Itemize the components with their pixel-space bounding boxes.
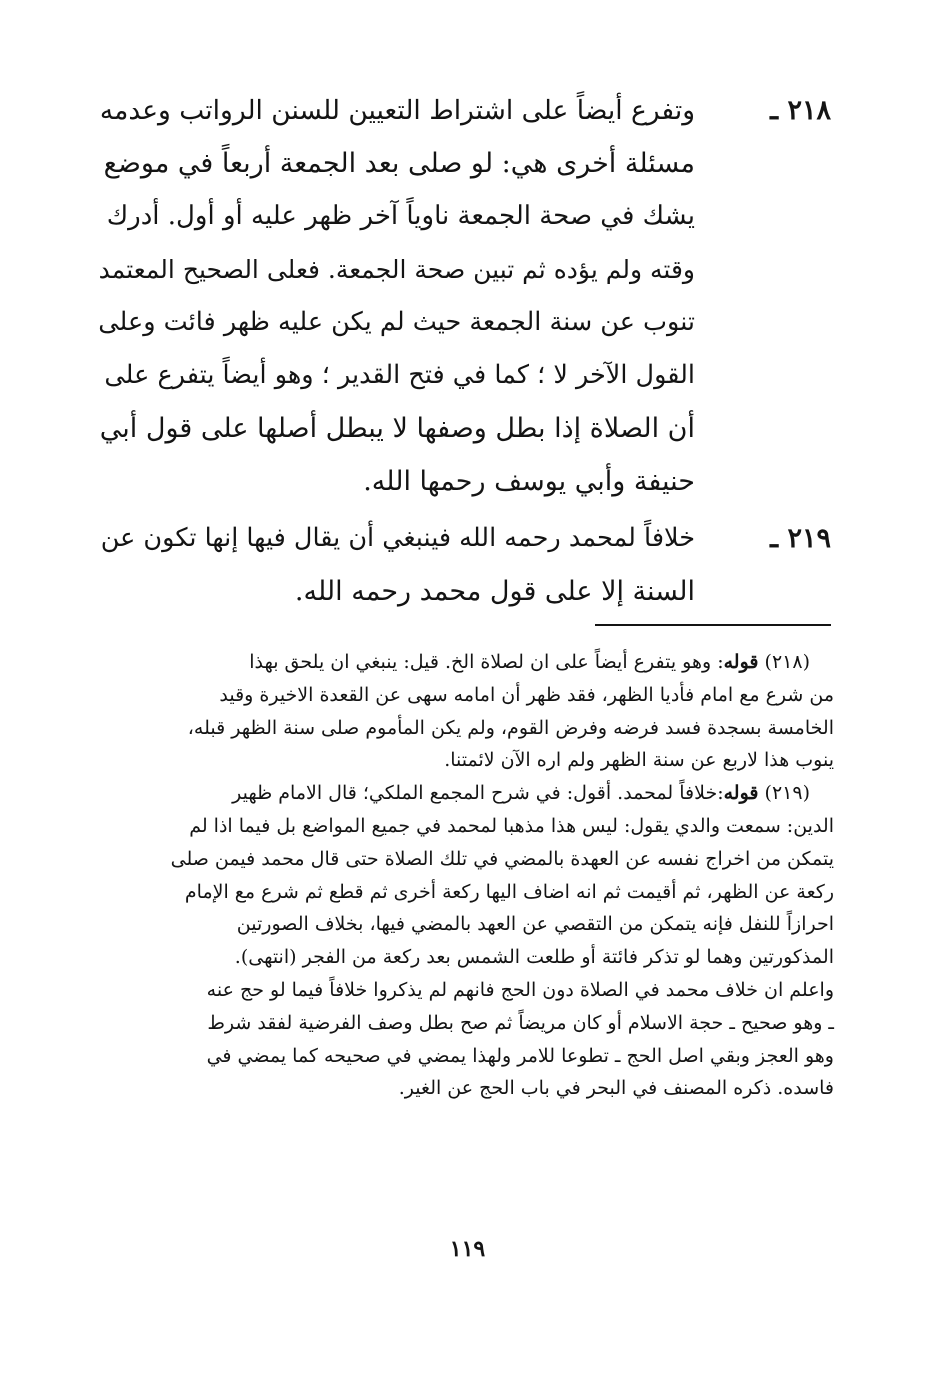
footnote-lead: قوله [723, 782, 759, 805]
entry-body [96, 512, 695, 618]
entry-218 [96, 84, 831, 508]
footnote-line: الدين: سمعت والدي يقول: ليس هذا مذهبا لمحمد في جميع المواضع بل فيما اذا لم [189, 814, 834, 837]
footnote-lead: قوله [723, 651, 759, 673]
footnote-marker: (٢١٩) [764, 782, 810, 805]
entry-body [96, 84, 695, 508]
footnote-line: يتمكن من اخراج نفسه عن العهدة بالمضي في تلك الصلاة حتى قال محمد فيمن صلى [170, 847, 834, 870]
text-line: خلافاً لمحمد رحمه الله فينبغي أن يقال فيها إنها تكون عن [100, 523, 695, 553]
footnote-line: واعلم ان خلاف محمد في الصلاة دون الحج فانهم لم يذكروا خلافاً فيما لو حج عنه [206, 978, 834, 1001]
footnote-separator [595, 624, 831, 626]
footnote-line: الخامسة بسجدة فسد فرضه وفرض القوم، ولم يكن المأموم صلى سنة الظهر قبله، [187, 716, 834, 739]
text-line: وتفرع أيضاً على اشتراط التعيين للسنن الرواتب وعدمه [99, 95, 695, 126]
text-line: يشك في صحة الجمعة ناوياً آخر ظهر عليه أو أول. أدرك [106, 201, 695, 231]
footnote-line: احرازاً للنفل فإنه يتمكن من التقصي عن العهد بالمضي فيها، بخلاف الصورتين [236, 913, 834, 936]
footnote-line: المذكورتين وهما لو تذكر فائتة أو طلعت الشمس بعد ركعة من الفجر (انتهى). [234, 946, 834, 969]
footnote-line: من شرع مع امام فأديا الظهر، فقد ظهر أن امامه سهى عن القعدة الاخيرة وقيد [219, 683, 834, 706]
footnote-218 [96, 646, 834, 777]
text-line: مسئلة أخرى هي: لو صلى بعد الجمعة أربعاً في موضع [103, 148, 695, 179]
footnotes [96, 646, 834, 1105]
footnote-first-line [96, 777, 834, 810]
text-line: تنوب عن سنة الجمعة حيث لم يكن عليه ظهر فائت وعلى [98, 307, 695, 337]
text-line: وقته ولم يؤده ثم تبين صحة الجمعة. فعلى الصحيح المعتمد [98, 255, 695, 284]
footnote-219 [96, 777, 834, 1105]
entry-number: ٢١٨ ـ [770, 95, 831, 126]
text-line: السنة إلا على قول محمد رحمه الله. [294, 576, 695, 607]
footnote-first-line [96, 646, 834, 679]
text-line: أن الصلاة إذا بطل وصفها لا يبطل أصلها على قول أبي [99, 413, 695, 444]
page-number: ١١٩ [449, 1236, 486, 1262]
footnote-line: ينوب هذا لاربع عن سنة الظهر ولم اره الآن لائمتنا. [444, 749, 834, 772]
entry-number: ٢١٩ ـ [770, 523, 831, 554]
footnote-text: :خلافاً لمحمد. أقول: في شرح المجمع الملكي؛ قال الامام ظهير [232, 782, 724, 805]
footnote-marker: (٢١٨) [764, 651, 810, 673]
footnote-line: فاسده. ذكره المصنف في البحر في باب الحج عن الغير. [398, 1077, 834, 1100]
footnote-line: وهو العجز وبقي اصل الحج ـ تطوعا للامر ولهذا يمضي في صحيحه كما يمضي في [206, 1044, 834, 1067]
main-text [96, 84, 831, 618]
entry-219 [96, 512, 831, 618]
text-line: حنيفة وأبي يوسف رحمها الله. [363, 466, 695, 497]
text-line: القول الآخر لا ؛ كما في فتح القدير ؛ وهو أيضاً يتفرع على [104, 360, 695, 390]
footnote-text: : وهو يتفرع أيضاً على ان لصلاة الخ. قيل: ينبغي ان يلحق بهذا [249, 651, 724, 673]
footnote-line: ركعة عن الظهر، ثم أقيمت ثم انه اضاف اليها ركعة أخرى ثم قطع ثم شرع مع الإمام [184, 880, 834, 903]
footnote-line: ـ وهو صحيح ـ حجة الاسلام أو كان مريضاً ثم صح بطل وصف الفرضية لفقد شرط [207, 1011, 834, 1034]
